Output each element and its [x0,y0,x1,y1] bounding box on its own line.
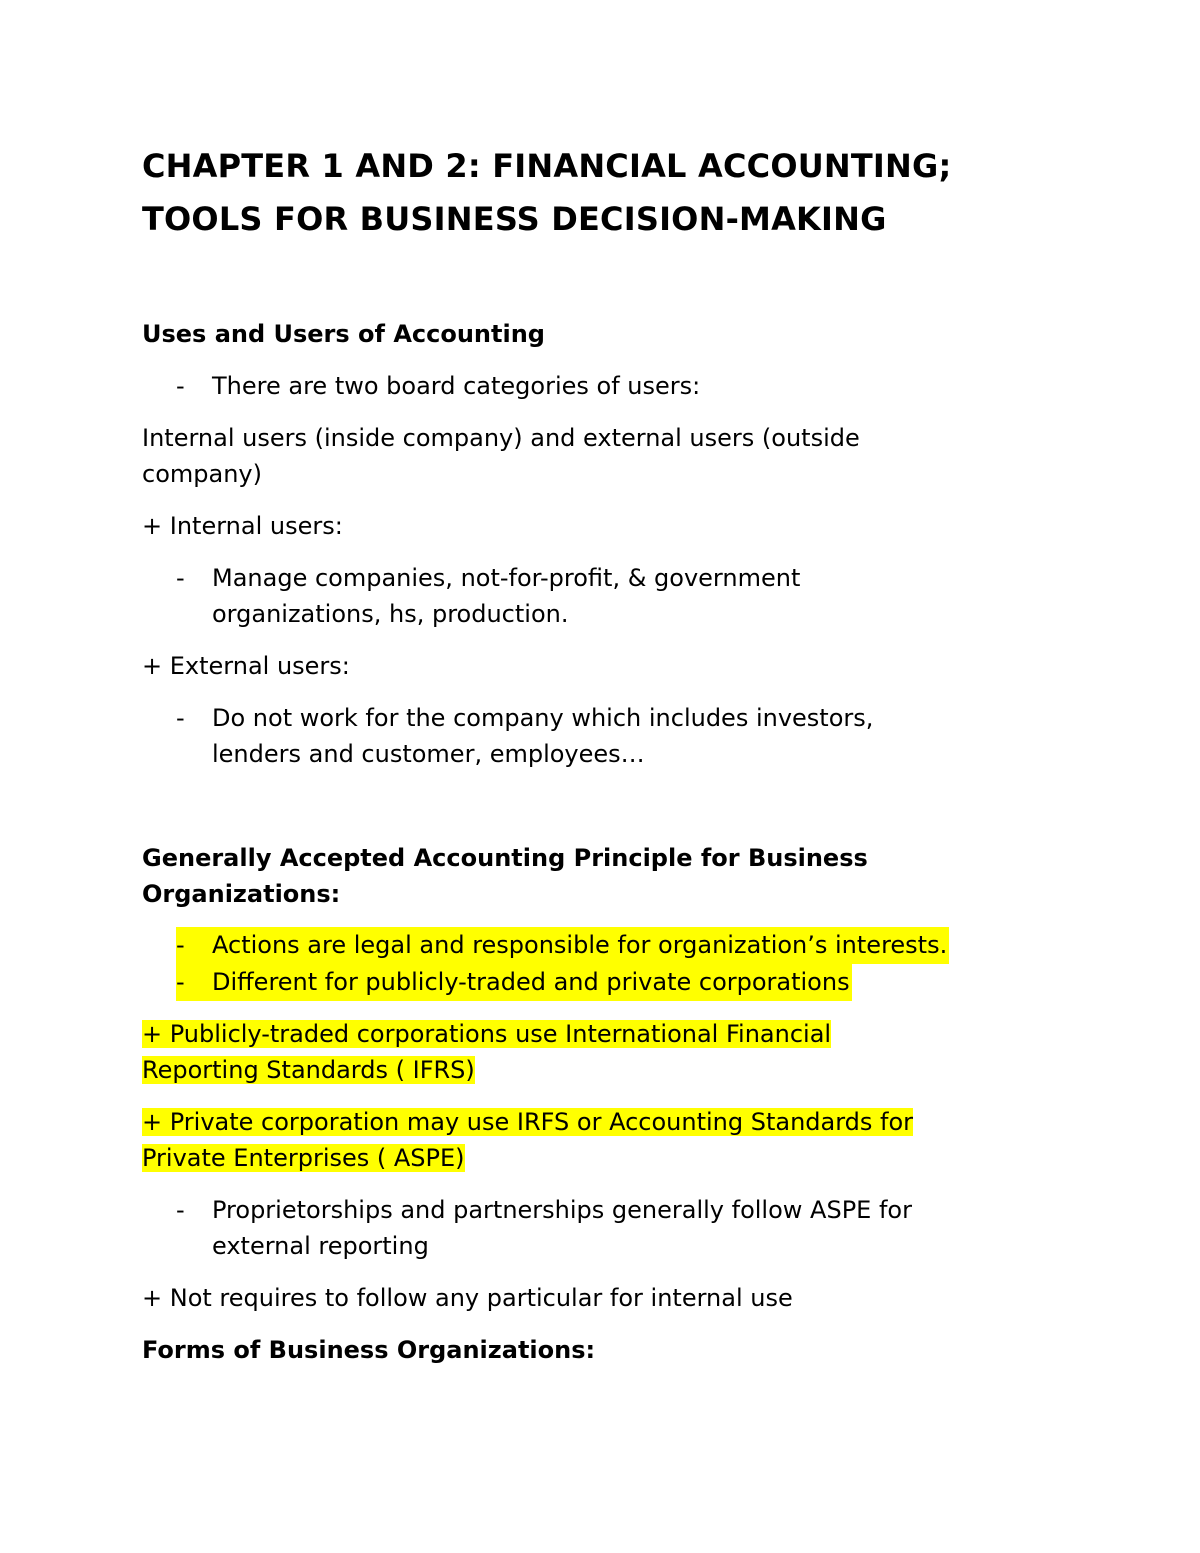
section-heading-forms: Forms of Business Organizations: [142,1336,596,1364]
bullet-dash: - [176,931,185,959]
bullet-text: Different for publicly-traded and private corporations [212,968,850,996]
bullet-proprietorships [142,1192,1082,1264]
bullet-line: external reporting [212,1232,429,1260]
highlighted-line: + Private corporation may use IRFS or Accounting Standards for [142,1108,914,1136]
bullet-dash: - [176,968,185,996]
bullet-external-users [142,700,1082,772]
bullet-dash: - [176,372,185,400]
document-page [142,140,1082,1368]
paragraph-private-aspe [142,1104,1082,1176]
paragraph-line: company) [142,460,262,488]
highlighted-line: Reporting Standards ( IFRS) [142,1056,475,1084]
bullet-line: organizations, hs, production. [212,600,569,628]
paragraph-line: Internal users (inside company) and external users (outside [142,424,860,452]
highlighted-bullet-different [176,964,852,1001]
bullet-text: Actions are legal and responsible for organization’s interests. [212,931,948,959]
document-title [142,140,1082,246]
title-line-1: CHAPTER 1 AND 2: FINANCIAL ACCOUNTING; [142,147,952,185]
highlighted-bullet-list [142,927,1082,1001]
bullet-line: lenders and customer, employees… [212,740,645,768]
heading-line: Generally Accepted Accounting Principle for Business [142,844,868,872]
paragraph-internal-use: + Not requires to follow any particular for internal use [142,1284,793,1312]
bullet-dash: - [176,564,185,592]
paragraph-internal-external [142,420,1082,492]
highlighted-bullet-legal [176,927,949,964]
highlighted-line: + Publicly-traded corporations use International Financial [142,1020,832,1048]
highlighted-line: Private Enterprises ( ASPE) [142,1144,465,1172]
internal-users-label: + Internal users: [142,512,343,540]
bullet-dash: - [176,704,185,732]
bullet-internal-users [142,560,1082,632]
bullet-text: There are two board categories of users: [212,372,701,400]
bullet-two-categories [142,368,1082,404]
heading-line: Organizations: [142,880,341,908]
bullet-dash: - [176,1196,185,1224]
bullet-line: Proprietorships and partnerships generally follow ASPE for [212,1196,912,1224]
section-heading-gaap [142,840,1082,912]
paragraph-public-ifrs [142,1016,1082,1088]
external-users-label: + External users: [142,652,350,680]
title-line-2: TOOLS FOR BUSINESS DECISION-MAKING [142,200,887,238]
section-heading-uses-users: Uses and Users of Accounting [142,320,545,348]
bullet-line: Manage companies, not-for-profit, & government [212,564,801,592]
bullet-line: Do not work for the company which includes investors, [212,704,874,732]
